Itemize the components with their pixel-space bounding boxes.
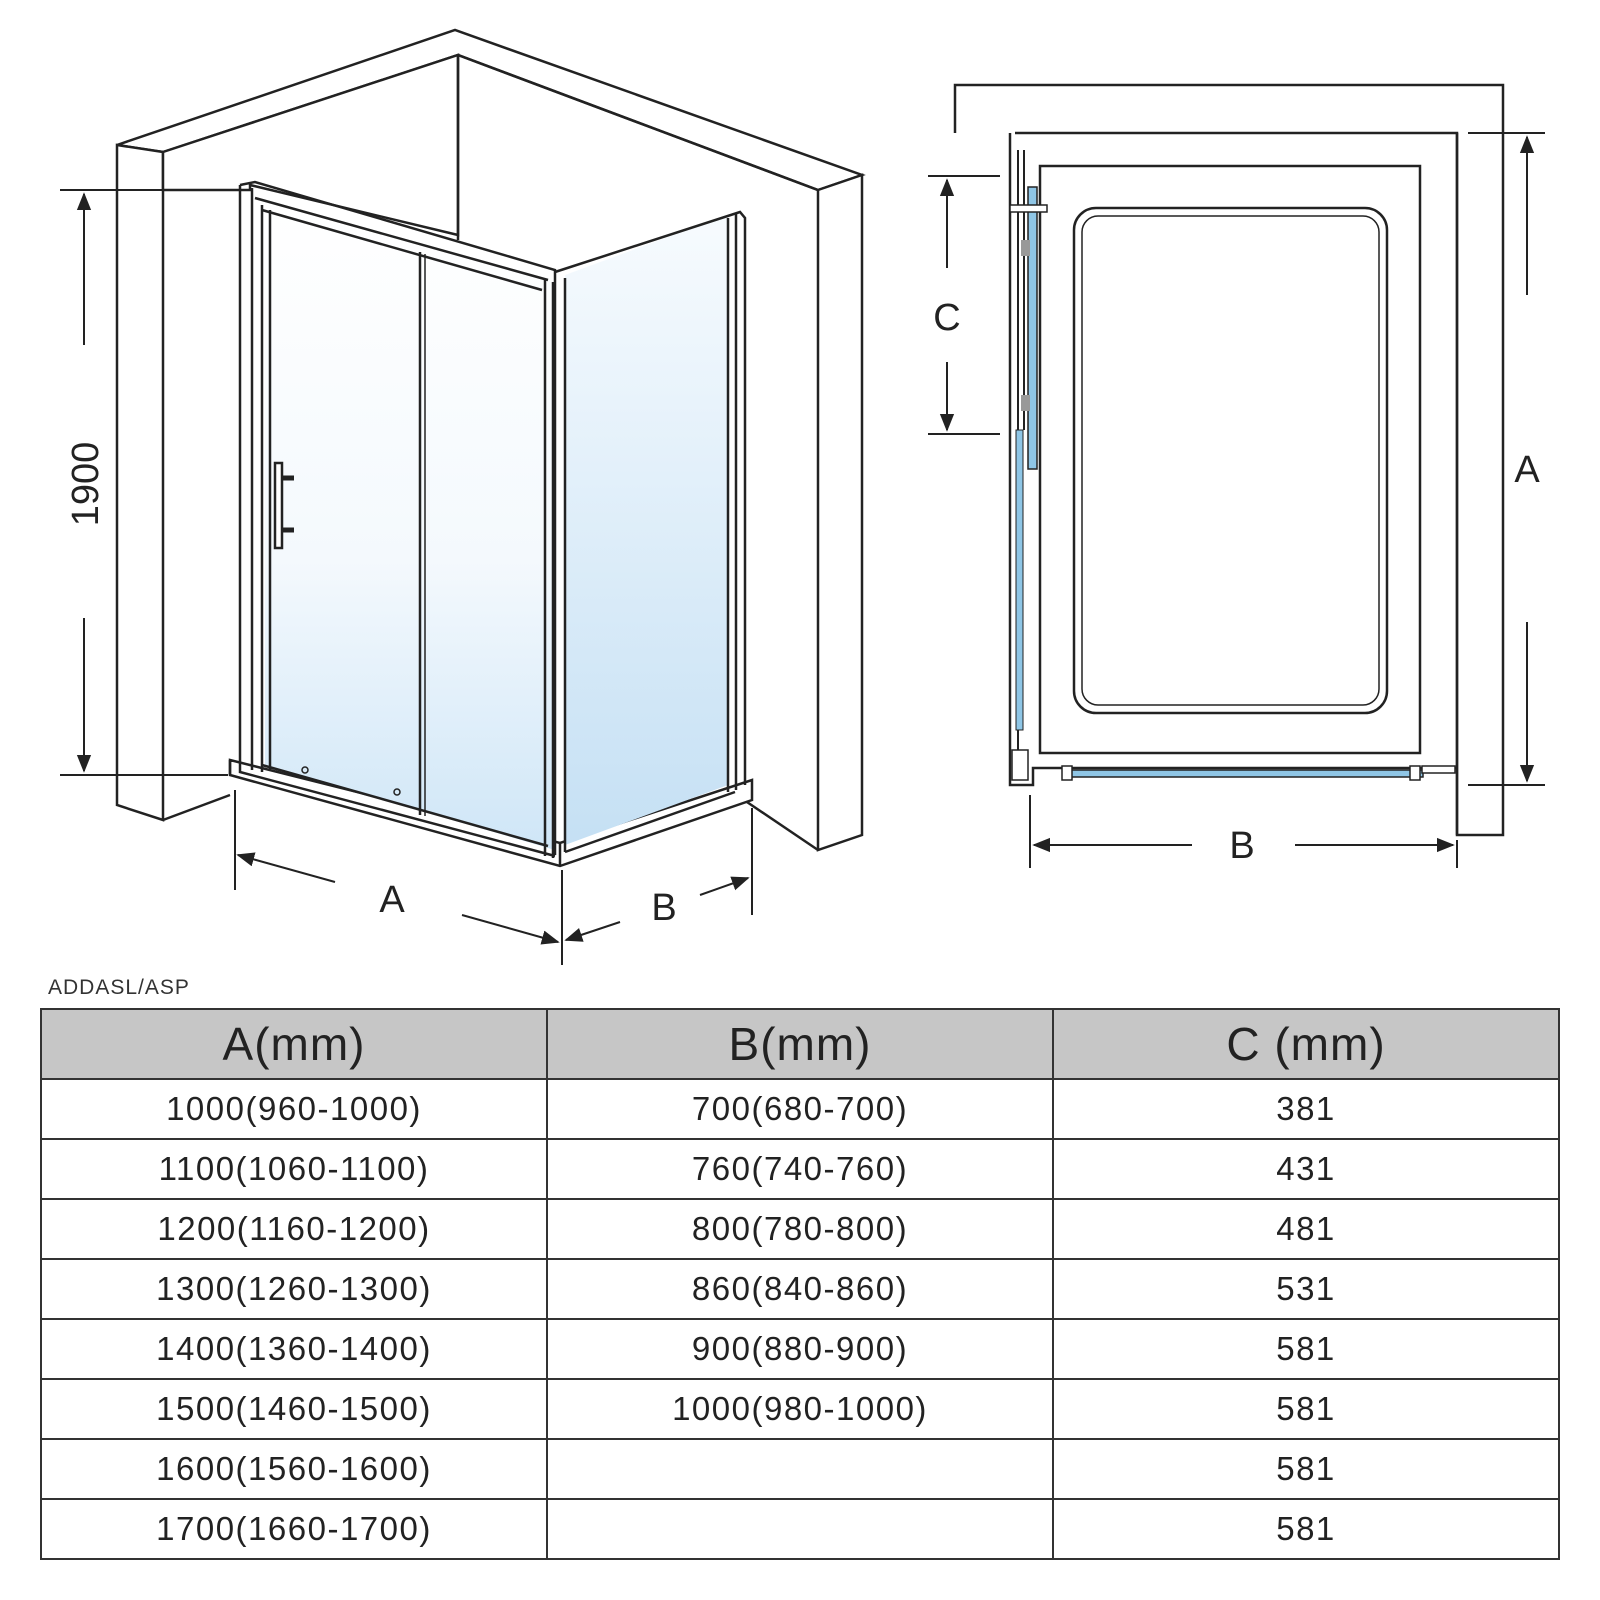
cell-b: 700(680-700)	[547, 1079, 1053, 1139]
plan-b-label: B	[1229, 825, 1255, 867]
perspective-a-label: A	[379, 879, 405, 921]
plan-tray	[1040, 166, 1420, 753]
table-row	[41, 1499, 1559, 1559]
cell-a: 1200(1160-1200)	[41, 1199, 547, 1259]
plan-c-label: C	[933, 297, 961, 339]
plan-basin	[1074, 208, 1387, 713]
height-label: 1900	[65, 441, 107, 527]
cell-c: 531	[1053, 1259, 1559, 1319]
table-row	[41, 1079, 1559, 1139]
size-table	[40, 1008, 1560, 1560]
cell-b: 760(740-760)	[547, 1139, 1053, 1199]
sliding-door	[240, 182, 555, 858]
cell-a: 1600(1560-1600)	[41, 1439, 547, 1499]
cell-b: 800(780-800)	[547, 1199, 1053, 1259]
header-b: B(mm)	[547, 1009, 1053, 1079]
side-panel	[555, 212, 745, 852]
table-row	[41, 1199, 1559, 1259]
cell-a: 1400(1360-1400)	[41, 1319, 547, 1379]
cell-b: 860(840-860)	[547, 1259, 1053, 1319]
model-code: ADDASL/ASP	[48, 976, 190, 999]
plan-side-panel	[1010, 150, 1047, 780]
header-c: C (mm)	[1053, 1009, 1559, 1079]
table-row	[41, 1379, 1559, 1439]
cell-b	[547, 1499, 1053, 1559]
plan-view	[928, 85, 1545, 868]
cell-c: 581	[1053, 1379, 1559, 1439]
perspective-b-label: B	[651, 887, 677, 929]
cell-c: 581	[1053, 1439, 1559, 1499]
cell-b: 1000(980-1000)	[547, 1379, 1053, 1439]
header-a: A(mm)	[41, 1009, 547, 1079]
table-row	[41, 1139, 1559, 1199]
table-header-row	[41, 1009, 1559, 1079]
cell-c: 581	[1053, 1499, 1559, 1559]
cell-a: 1500(1460-1500)	[41, 1379, 547, 1439]
cell-b: 900(880-900)	[547, 1319, 1053, 1379]
cell-c: 381	[1053, 1079, 1559, 1139]
cell-a: 1000(960-1000)	[41, 1079, 547, 1139]
cell-a: 1300(1260-1300)	[41, 1259, 547, 1319]
cell-c: 581	[1053, 1319, 1559, 1379]
cell-b	[547, 1439, 1053, 1499]
cell-a: 1700(1660-1700)	[41, 1499, 547, 1559]
cell-c: 431	[1053, 1139, 1559, 1199]
table-row	[41, 1319, 1559, 1379]
cell-c: 481	[1053, 1199, 1559, 1259]
table-row	[41, 1439, 1559, 1499]
cell-a: 1100(1060-1100)	[41, 1139, 547, 1199]
table-row	[41, 1259, 1559, 1319]
plan-a-label: A	[1514, 449, 1540, 491]
perspective-view	[60, 30, 862, 965]
